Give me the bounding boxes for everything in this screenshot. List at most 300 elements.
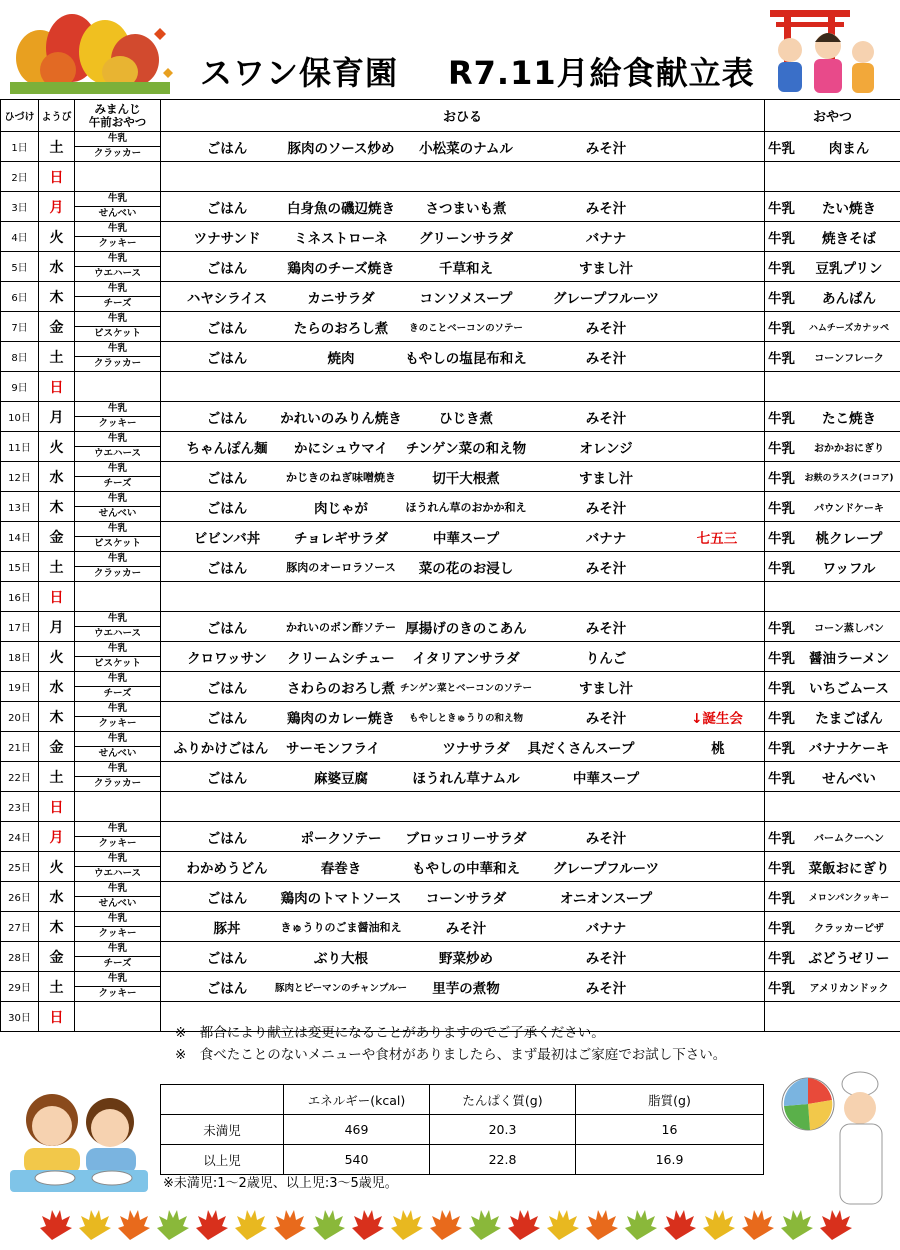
row-morning-snack	[75, 252, 161, 282]
row-afternoon-snack	[765, 1002, 900, 1032]
morning-snack-item: ビスケット	[75, 656, 160, 671]
lunch-item: みそ汁	[445, 920, 487, 937]
nutritionist-icon	[780, 1070, 895, 1220]
snack-item: 豆乳プリン	[815, 260, 883, 277]
snack-item: せんべい	[822, 770, 876, 787]
lunch-item: ごはん	[206, 830, 248, 847]
row-afternoon-snack	[765, 912, 900, 942]
morning-snack-item: 牛乳	[107, 223, 127, 235]
snack-item: コーン蒸しパン	[814, 623, 884, 634]
row-afternoon-snack	[765, 402, 900, 432]
row-morning-snack	[75, 852, 161, 882]
lunch-item: ほうれん草のおかか和え	[405, 500, 527, 514]
lunch-item: ほうれん草ナムル	[412, 770, 520, 787]
row-afternoon-snack	[765, 372, 900, 402]
milk-label: 牛乳	[768, 980, 795, 997]
row-date: 19日	[1, 672, 39, 702]
children-eating-icon	[10, 1078, 150, 1198]
row-lunch	[161, 282, 765, 312]
milk-label: 牛乳	[768, 650, 795, 667]
leaf-icon	[196, 1210, 228, 1240]
row-date: 14日	[1, 522, 39, 552]
milk-label: 牛乳	[768, 680, 795, 697]
snack-item: たまごぱん	[815, 710, 883, 727]
menu-row	[1, 312, 900, 342]
nut-protein: 20.3	[430, 1115, 576, 1145]
snack-item: ワッフル	[822, 560, 876, 577]
row-afternoon-snack	[765, 582, 900, 612]
row-date: 8日	[1, 342, 39, 372]
row-afternoon-snack	[765, 822, 900, 852]
lunch-item: ごはん	[206, 560, 248, 577]
lunch-item: さつまいも煮	[425, 200, 507, 217]
row-morning-snack	[75, 312, 161, 342]
row-lunch	[161, 312, 765, 342]
lunch-item: かれいのポン酢ソテー	[286, 620, 396, 634]
lunch-item: すまし汁	[579, 680, 633, 697]
lunch-item: グリーンサラダ	[418, 230, 514, 247]
morning-snack-item: チーズ	[75, 296, 160, 311]
row-afternoon-snack	[765, 792, 900, 822]
morning-snack-item: 牛乳	[107, 193, 127, 205]
snack-item: 焼きそば	[822, 230, 876, 247]
lunch-item: みそ汁	[585, 980, 627, 997]
morning-snack-item: 牛乳	[107, 883, 127, 895]
row-morning-snack	[75, 762, 161, 792]
row-morning-snack	[75, 402, 161, 432]
row-morning-snack	[75, 492, 161, 522]
row-dow: 月	[39, 402, 75, 432]
row-date: 20日	[1, 702, 39, 732]
row-morning-snack	[75, 1002, 161, 1032]
snack-item: パウンドケーキ	[814, 503, 884, 514]
nut-fat: 16.9	[576, 1145, 764, 1175]
lunch-item: たらのおろし煮	[293, 320, 389, 337]
morning-snack-item: クラッカー	[75, 776, 160, 791]
lunch-item: 麻婆豆腐	[314, 770, 368, 787]
lunch-item: みそ汁	[585, 830, 627, 847]
row-afternoon-snack	[765, 192, 900, 222]
menu-row	[1, 222, 900, 252]
menu-row	[1, 822, 900, 852]
row-lunch	[161, 942, 765, 972]
nut-header-protein: たんぱく質(g)	[430, 1085, 576, 1115]
lunch-item: グレープフルーツ	[552, 860, 660, 877]
menu-row	[1, 972, 900, 1002]
morning-snack-item: 牛乳	[107, 523, 127, 535]
milk-label: 牛乳	[768, 200, 795, 217]
row-morning-snack	[75, 642, 161, 672]
snack-item: 肉まん	[828, 140, 870, 157]
milk-label: 牛乳	[768, 830, 795, 847]
menu-row	[1, 132, 900, 162]
snack-item: メロンパンクッキー	[808, 893, 890, 903]
menu-row	[1, 492, 900, 522]
row-lunch	[161, 252, 765, 282]
milk-label: 牛乳	[768, 410, 795, 427]
lunch-item: ごはん	[206, 410, 248, 427]
leaf-icon	[508, 1210, 540, 1240]
lunch-item: ごはん	[206, 710, 248, 727]
row-morning-snack	[75, 552, 161, 582]
morning-snack-item: 牛乳	[107, 733, 127, 745]
menu-row	[1, 852, 900, 882]
snack-item: ぶどうゼリー	[808, 950, 890, 967]
morning-snack-item: 牛乳	[107, 943, 127, 955]
lunch-item: オレンジ	[579, 440, 633, 457]
row-lunch	[161, 462, 765, 492]
row-afternoon-snack	[765, 762, 900, 792]
lunch-item: グレープフルーツ	[552, 290, 660, 307]
leaf-icon	[781, 1210, 813, 1240]
morning-snack-item: クラッカー	[75, 356, 160, 371]
snack-item: バナナケーキ	[808, 740, 890, 757]
morning-snack-item: 牛乳	[107, 613, 127, 625]
event-label: ↓誕生会	[691, 710, 743, 727]
milk-label: 牛乳	[768, 260, 795, 277]
lunch-item: ごはん	[206, 260, 248, 277]
morning-snack-item: ウエハース	[75, 266, 160, 281]
lunch-item: チンゲン菜の和え物	[405, 440, 527, 457]
lunch-item: 小松菜のナムル	[419, 140, 513, 157]
row-morning-snack	[75, 222, 161, 252]
leaf-icon	[313, 1210, 345, 1240]
row-dow: 土	[39, 972, 75, 1002]
lunch-item: ごはん	[206, 140, 248, 157]
morning-snack-item: 牛乳	[107, 133, 127, 145]
leaf-icon	[40, 1210, 72, 1240]
col-snack: おやつ	[765, 100, 900, 132]
row-lunch	[161, 132, 765, 162]
nutrition-footnote: ※未満児:1～2歳児、以上児:3～5歳児。	[163, 1176, 398, 1191]
row-morning-snack	[75, 462, 161, 492]
row-afternoon-snack	[765, 462, 900, 492]
milk-label: 牛乳	[768, 860, 795, 877]
row-date: 29日	[1, 972, 39, 1002]
milk-label: 牛乳	[768, 620, 795, 637]
menu-row	[1, 192, 900, 222]
row-lunch	[161, 492, 765, 522]
menu-row	[1, 402, 900, 432]
nutrition-table	[160, 1084, 764, 1175]
row-morning-snack	[75, 192, 161, 222]
lunch-item: みそ汁	[585, 560, 627, 577]
row-lunch	[161, 432, 765, 462]
morning-snack-item: 牛乳	[107, 253, 127, 265]
row-lunch	[161, 762, 765, 792]
leaf-icon	[469, 1210, 501, 1240]
lunch-item: ミネストローネ	[294, 230, 388, 247]
lunch-item: 焼肉	[327, 350, 355, 367]
milk-label: 牛乳	[768, 920, 795, 937]
row-lunch	[161, 852, 765, 882]
morning-snack-item: 牛乳	[107, 343, 127, 355]
col-lunch: おひる	[161, 100, 765, 132]
morning-snack-item: 牛乳	[107, 313, 127, 325]
lunch-item: 豚丼	[213, 920, 241, 937]
row-morning-snack	[75, 882, 161, 912]
lunch-item: 鶏肉のカレー焼き	[287, 710, 395, 727]
lunch-item: チョレギサラダ	[294, 530, 388, 547]
nut-protein: 22.8	[430, 1145, 576, 1175]
morning-snack-item: せんべい	[75, 746, 160, 761]
milk-label: 牛乳	[768, 320, 795, 337]
lunch-item: ごはん	[206, 950, 248, 967]
leaf-icon	[586, 1210, 618, 1240]
milk-label: 牛乳	[768, 440, 795, 457]
morning-snack-item: 牛乳	[107, 973, 127, 985]
morning-snack-item: クラッカー	[75, 566, 160, 581]
row-lunch	[161, 192, 765, 222]
row-afternoon-snack	[765, 522, 900, 552]
lunch-item: ごはん	[206, 470, 248, 487]
milk-label: 牛乳	[768, 350, 795, 367]
row-morning-snack	[75, 372, 161, 402]
row-date: 5日	[1, 252, 39, 282]
lunch-item: オニオンスープ	[559, 890, 653, 907]
snack-item: バームクーヘン	[814, 833, 884, 844]
row-morning-snack	[75, 282, 161, 312]
row-dow: 月	[39, 612, 75, 642]
lunch-item: 桃	[711, 740, 725, 757]
row-morning-snack	[75, 912, 161, 942]
row-lunch	[161, 672, 765, 702]
row-lunch	[161, 972, 765, 1002]
event-label: 七五三	[696, 530, 738, 547]
snack-item: たい焼き	[822, 200, 876, 217]
nut-energy: 469	[284, 1115, 430, 1145]
morning-snack-item: チーズ	[75, 476, 160, 491]
morning-snack-item: 牛乳	[107, 763, 127, 775]
row-morning-snack	[75, 702, 161, 732]
morning-snack-item: クッキー	[75, 926, 160, 941]
lunch-item: ごはん	[206, 680, 248, 697]
morning-snack-item: 牛乳	[107, 853, 127, 865]
leaf-icon	[391, 1210, 423, 1240]
snack-item: アメリカンドック	[809, 983, 889, 994]
milk-label: 牛乳	[768, 290, 795, 307]
note-2: ※ 食べたことのないメニューや食材がありましたら、まず最初はご家庭でお試し下さい。	[175, 1047, 727, 1063]
menu-row	[1, 372, 900, 402]
lunch-item: きゅうりのごま醤油和え	[280, 920, 402, 934]
nut-energy: 540	[284, 1145, 430, 1175]
lunch-item: 肉じゃが	[314, 500, 368, 517]
row-date: 18日	[1, 642, 39, 672]
morning-snack-item: せんべい	[75, 506, 160, 521]
lunch-item: ブロッコリーサラダ	[405, 830, 527, 847]
header	[0, 0, 900, 98]
row-morning-snack	[75, 822, 161, 852]
milk-label: 牛乳	[768, 530, 795, 547]
row-lunch	[161, 642, 765, 672]
morning-snack-item: クッキー	[75, 836, 160, 851]
row-date: 1日	[1, 132, 39, 162]
menu-row	[1, 522, 900, 552]
row-date: 26日	[1, 882, 39, 912]
morning-snack-item: クラッカー	[75, 146, 160, 161]
lunch-item: ぶり大根	[314, 950, 368, 967]
lunch-item: みそ汁	[585, 500, 627, 517]
row-afternoon-snack	[765, 852, 900, 882]
row-date: 28日	[1, 942, 39, 972]
milk-label: 牛乳	[768, 560, 795, 577]
row-date: 4日	[1, 222, 39, 252]
row-morning-snack	[75, 792, 161, 822]
lunch-item: ツナサラダ	[442, 740, 510, 757]
menu-row	[1, 282, 900, 312]
row-dow: 木	[39, 702, 75, 732]
milk-label: 牛乳	[768, 740, 795, 757]
lunch-item: りんご	[585, 650, 627, 667]
leaf-icon	[703, 1210, 735, 1240]
row-morning-snack	[75, 972, 161, 1002]
row-afternoon-snack	[765, 612, 900, 642]
morning-snack-item: せんべい	[75, 896, 160, 911]
leaf-icon	[742, 1210, 774, 1240]
nut-label: 以上児	[161, 1145, 284, 1175]
lunch-item: ごはん	[206, 350, 248, 367]
autumn-leaves-border-icon	[40, 1200, 870, 1246]
menu-row	[1, 882, 900, 912]
row-dow: 水	[39, 672, 75, 702]
nut-header-fat: 脂質(g)	[576, 1085, 764, 1115]
row-afternoon-snack	[765, 132, 900, 162]
row-date: 30日	[1, 1002, 39, 1032]
lunch-item: 千草和え	[439, 260, 493, 277]
row-afternoon-snack	[765, 942, 900, 972]
row-afternoon-snack	[765, 282, 900, 312]
row-morning-snack	[75, 732, 161, 762]
lunch-item: わかめうどん	[186, 860, 268, 877]
lunch-item: みそ汁	[585, 320, 627, 337]
lunch-item: 豚肉のオーロラソース	[286, 560, 396, 574]
row-morning-snack	[75, 132, 161, 162]
morning-snack-item: 牛乳	[107, 283, 127, 295]
row-date: 3日	[1, 192, 39, 222]
snack-item: いちごムース	[809, 680, 889, 697]
nut-fat: 16	[576, 1115, 764, 1145]
col-dow: ようび	[39, 100, 75, 132]
leaf-icon	[625, 1210, 657, 1240]
lunch-item: ごはん	[206, 890, 248, 907]
lunch-item: ビビンバ丼	[193, 530, 261, 547]
leaf-icon	[274, 1210, 306, 1240]
lunch-item: サーモンフライ	[285, 740, 381, 757]
row-date: 17日	[1, 612, 39, 642]
col-morning: みまんじ 午前おやつ	[75, 100, 161, 132]
morning-snack-item: 牛乳	[107, 913, 127, 925]
lunch-item: 里芋の煮物	[432, 980, 500, 997]
row-date: 27日	[1, 912, 39, 942]
row-lunch	[161, 552, 765, 582]
lunch-item: ハヤシライス	[186, 290, 268, 307]
milk-label: 牛乳	[768, 140, 795, 157]
morning-snack-item: クッキー	[75, 716, 160, 731]
lunch-item: コンソメスープ	[419, 290, 513, 307]
snack-item: おかかおにぎり	[814, 443, 884, 454]
snack-item: たこ焼き	[822, 410, 876, 427]
menu-row	[1, 762, 900, 792]
row-afternoon-snack	[765, 432, 900, 462]
lunch-item: みそ汁	[585, 350, 627, 367]
row-morning-snack	[75, 612, 161, 642]
row-morning-snack	[75, 522, 161, 552]
lunch-item: みそ汁	[585, 620, 627, 637]
row-lunch	[161, 732, 765, 762]
row-date: 23日	[1, 792, 39, 822]
row-afternoon-snack	[765, 252, 900, 282]
row-lunch	[161, 912, 765, 942]
row-dow: 土	[39, 762, 75, 792]
lunch-item: きのことベーコンのソテー	[409, 322, 523, 334]
morning-snack-item: ウエハース	[75, 446, 160, 461]
lunch-item: かにシュウマイ	[294, 440, 388, 457]
lunch-item: もやしときゅうりの和え物	[408, 712, 524, 724]
row-dow: 金	[39, 942, 75, 972]
row-dow: 日	[39, 582, 75, 612]
lunch-item: ごはん	[206, 500, 248, 517]
row-dow: 火	[39, 852, 75, 882]
morning-snack-item: せんべい	[75, 206, 160, 221]
morning-snack-item: 牛乳	[107, 703, 127, 715]
lunch-item: 具だくさんスープ	[527, 740, 635, 757]
milk-label: 牛乳	[768, 470, 795, 487]
lunch-item: ごはん	[206, 770, 248, 787]
lunch-item: ごはん	[206, 200, 248, 217]
menu-row	[1, 582, 900, 612]
row-dow: 水	[39, 252, 75, 282]
menu-row	[1, 672, 900, 702]
lunch-item: ごはん	[206, 320, 248, 337]
morning-snack-item: クッキー	[75, 416, 160, 431]
row-dow: 土	[39, 342, 75, 372]
note-1: ※ 都合により献立は変更になることがありますのでご了承ください。	[175, 1025, 605, 1041]
row-lunch	[161, 792, 765, 822]
row-afternoon-snack	[765, 702, 900, 732]
lunch-item: 鶏肉のチーズ焼き	[287, 260, 395, 277]
menu-row	[1, 252, 900, 282]
snack-item: 菜飯おにぎり	[808, 860, 890, 877]
row-lunch	[161, 822, 765, 852]
row-dow: 土	[39, 132, 75, 162]
row-lunch	[161, 582, 765, 612]
row-morning-snack	[75, 432, 161, 462]
morning-snack-item: クッキー	[75, 986, 160, 1001]
row-lunch	[161, 222, 765, 252]
morning-snack-item: ビスケット	[75, 326, 160, 341]
lunch-item: コーンサラダ	[425, 890, 507, 907]
morning-snack-item: ウエハース	[75, 626, 160, 641]
lunch-item: ひじき煮	[439, 410, 493, 427]
milk-label: 牛乳	[768, 770, 795, 787]
lunch-item: すまし汁	[579, 470, 633, 487]
row-morning-snack	[75, 942, 161, 972]
row-lunch	[161, 372, 765, 402]
menu-row	[1, 462, 900, 492]
row-dow: 金	[39, 732, 75, 762]
lunch-item: ごはん	[206, 620, 248, 637]
row-dow: 火	[39, 432, 75, 462]
menu-body	[1, 132, 900, 1032]
lunch-item: バナナ	[585, 230, 627, 247]
row-lunch	[161, 342, 765, 372]
leaf-icon	[352, 1210, 384, 1240]
menu-row	[1, 702, 900, 732]
row-afternoon-snack	[765, 642, 900, 672]
menu-table	[0, 99, 900, 1032]
row-date: 25日	[1, 852, 39, 882]
lunch-item: みそ汁	[585, 140, 627, 157]
